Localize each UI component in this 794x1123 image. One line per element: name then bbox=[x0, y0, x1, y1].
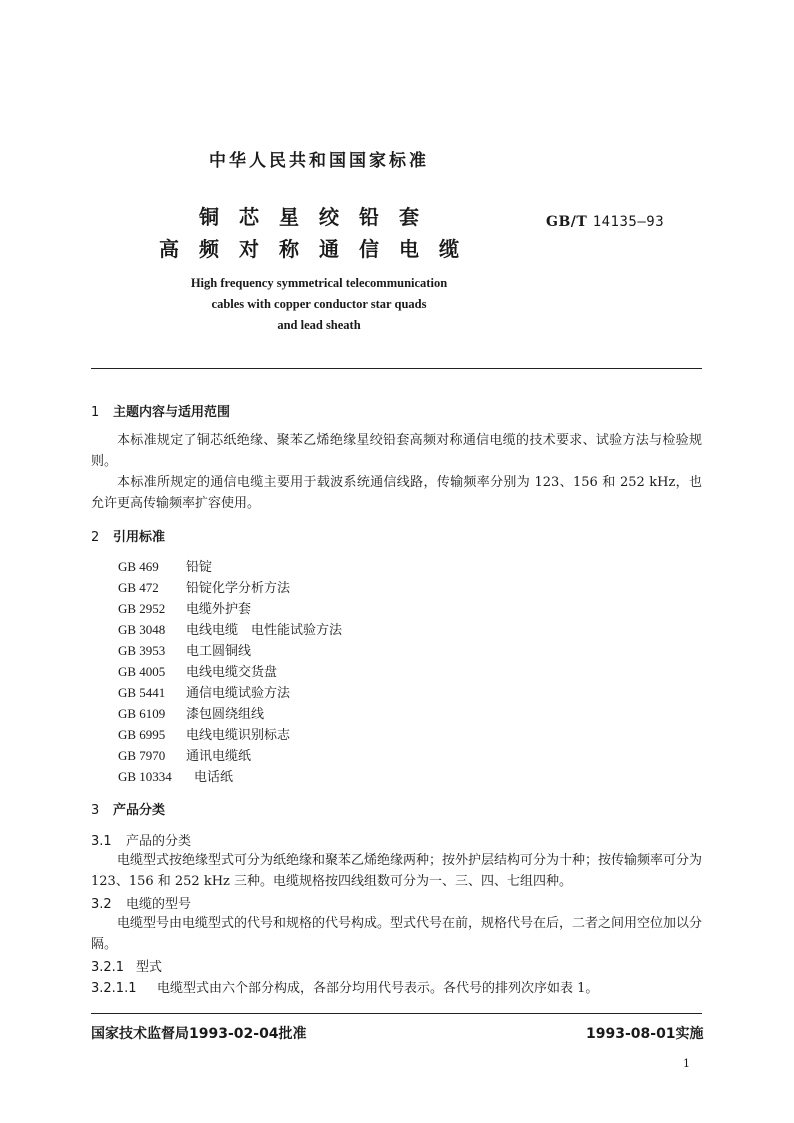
implementation-line: 1993-08-01实施 bbox=[586, 1026, 704, 1042]
page-number: 1 bbox=[683, 1057, 690, 1070]
reference-code: GB 10334 bbox=[118, 769, 172, 784]
reference-code: GB 3953 bbox=[118, 643, 166, 658]
reference-name: 铅锭化学分析方法 bbox=[186, 581, 291, 596]
standard-prefix: GB/T bbox=[546, 214, 593, 230]
section-3-title: 产品分类 bbox=[113, 803, 166, 818]
reference-item bbox=[118, 703, 264, 722]
section-3-2-1-1-item bbox=[91, 977, 598, 996]
section-3-number: 3 bbox=[91, 803, 100, 818]
reference-item bbox=[118, 619, 342, 638]
section-3-2-para: 电缆型号由电缆型式的代号和规格的代号构成。型式代号在前，规格代号在后，二者之间用空位加以分隔。 bbox=[91, 916, 703, 952]
national-standard-heading: 中华人民共和国国家标准 bbox=[209, 151, 429, 171]
reference-code: GB 469 bbox=[118, 559, 159, 574]
section-3-1-number: 3.1 bbox=[91, 834, 112, 849]
reference-code: GB 5441 bbox=[118, 685, 166, 700]
title-en-line3: and lead sheath bbox=[277, 318, 361, 332]
reference-code: GB 7970 bbox=[118, 748, 166, 763]
reference-code: GB 6995 bbox=[118, 727, 166, 742]
title-en-line1: High frequency symmetrical telecommunication bbox=[190, 276, 448, 290]
reference-name: 通讯电缆纸 bbox=[186, 749, 252, 764]
section-1-heading bbox=[91, 401, 230, 420]
approval-line: 国家技术监督局1993-02-04批准 bbox=[91, 1026, 307, 1042]
standard-number bbox=[546, 214, 664, 230]
section-3-2-title: 电缆的型号 bbox=[126, 897, 192, 912]
reference-item bbox=[118, 556, 212, 575]
reference-name: 电线电缆 电性能试验方法 bbox=[186, 623, 343, 638]
reference-item bbox=[118, 766, 233, 785]
reference-item bbox=[118, 724, 290, 743]
section-3-2-number: 3.2 bbox=[91, 897, 112, 912]
section-3-2-1-heading bbox=[91, 956, 162, 975]
section-3-2-1-1-number: 3.2.1.1 bbox=[91, 981, 137, 996]
section-2-heading bbox=[91, 526, 165, 545]
reference-item bbox=[118, 598, 251, 617]
reference-name: 电线电缆交货盘 bbox=[186, 665, 278, 680]
reference-item bbox=[118, 661, 277, 680]
reference-item bbox=[118, 577, 290, 596]
title-en-line2: cables with copper conductor star quads bbox=[211, 297, 427, 311]
section-2-number: 2 bbox=[91, 530, 100, 545]
section-1-title: 主题内容与适用范围 bbox=[113, 405, 231, 420]
reference-code: GB 4005 bbox=[118, 664, 166, 679]
reference-code: GB 6109 bbox=[118, 706, 166, 721]
section-3-1-heading bbox=[91, 830, 191, 849]
reference-name: 漆包圆绕组线 bbox=[186, 707, 265, 722]
section-3-2-1-1-text: 电缆型式由六个部分构成，各部分均用代号表示。各代号的排列次序如表 1。 bbox=[157, 981, 599, 996]
reference-code: GB 472 bbox=[118, 580, 159, 595]
section-1-number: 1 bbox=[91, 405, 100, 420]
section-2-title: 引用标准 bbox=[113, 530, 166, 545]
section-1-para-2: 本标准所规定的通信电缆主要用于载波系统通信线路，传输频率分别为 123、156 和 252 kHz，也允许更高传输频率扩容使用。 bbox=[91, 475, 702, 511]
reference-name: 电工圆铜线 bbox=[186, 644, 252, 659]
standard-code: 14135—93 bbox=[592, 214, 665, 230]
footer-divider bbox=[91, 1013, 702, 1014]
reference-item bbox=[118, 745, 251, 764]
section-3-2-1-number: 3.2.1 bbox=[91, 960, 125, 975]
section-3-1-title: 产品的分类 bbox=[126, 834, 192, 849]
section-3-2-heading bbox=[91, 893, 191, 912]
reference-code: GB 2952 bbox=[118, 601, 166, 616]
reference-item bbox=[118, 640, 251, 659]
reference-name: 电话纸 bbox=[194, 770, 234, 785]
section-3-heading bbox=[91, 799, 165, 818]
reference-name: 电线电缆识别标志 bbox=[186, 728, 291, 743]
header-divider bbox=[91, 368, 702, 369]
title-cn-line1: 铜芯星绞铅套 bbox=[199, 205, 439, 229]
reference-item bbox=[118, 682, 290, 701]
section-3-2-1-title: 型式 bbox=[136, 960, 163, 975]
section-1-para-1: 本标准规定了铜芯纸绝缘、聚苯乙烯绝缘星绞铅套高频对称通信电缆的技术要求、试验方法与检验规则。 bbox=[91, 433, 702, 469]
reference-name: 电缆外护套 bbox=[186, 602, 252, 617]
section-3-1-para: 电缆型式按绝缘型式可分为纸绝缘和聚苯乙烯绝缘两种；按外护层结构可分为十种；按传输频率可分为 123、156 和 252 kHz 三种。电缆规格按四线组数可分为一、三、四、七组四种。 bbox=[91, 853, 703, 889]
reference-name: 铅锭 bbox=[186, 560, 213, 575]
reference-code: GB 3048 bbox=[118, 622, 166, 637]
title-cn-line2: 高频对称通信电缆 bbox=[159, 237, 479, 261]
reference-name: 通信电缆试验方法 bbox=[186, 686, 291, 701]
